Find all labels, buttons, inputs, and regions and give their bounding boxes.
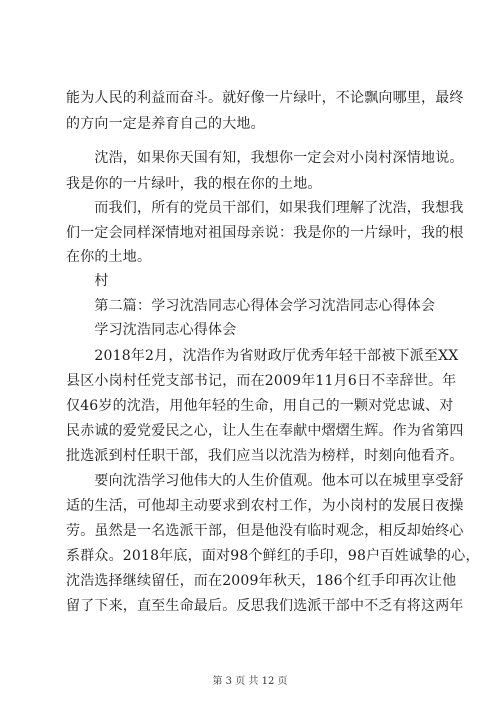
text-line: 村	[66, 273, 109, 289]
text-line: 批选派到村任职干部，我们应当以沈浩为榜样，时刻向他看齐。	[66, 448, 464, 464]
text-line: 们一定会同样深情地对祖国母亲说：我是你的一片绿叶，我的根	[66, 225, 464, 241]
text-line: 适的生活，可他却主动要求到农村工作，为小岗村的发展日夜操	[66, 498, 464, 514]
text-line: 留了下来，直至生命最后。反思我们选派干部中不乏有将这两年	[66, 598, 464, 614]
text-line: 要向沈浩学习他伟大的人生价值观。他本可以在城里享受舒	[66, 473, 464, 489]
text-line: 的方向一定是养育自己的大地。	[66, 116, 265, 132]
text-line: 民赤诚的爱党爱民之心，让人生在奉献中熠熠生辉。作为省第四	[66, 423, 464, 439]
text-line: 在你的土地。	[66, 249, 152, 265]
text-line: 沈浩选择继续留任，而在2009年秋天，186个红手印再次让他	[66, 573, 457, 589]
text-line: 2018年2月，沈浩作为省财政厅优秀年轻干部被下派至XX	[66, 348, 459, 364]
text-line: 我是你的一片绿叶，我的根在你的土地。	[66, 176, 322, 192]
section-subheading: 学习沈浩同志心得体会	[66, 322, 237, 338]
text-line: 能为人民的利益而奋斗。就好像一片绿叶，不论飘向哪里，最终	[66, 90, 464, 106]
text-line: 劳。虽然是一名选派干部，但是他没有临时观念，相反却始终心	[66, 523, 464, 539]
text-line: 而我们，所有的党员干部们，如果我们理解了沈浩，我想我	[66, 200, 464, 216]
text-line: 仅46岁的沈浩，用他年轻的生命，用自己的一颗对党忠诚、对	[66, 398, 454, 414]
page-number-footer: 第 3 页 共 12 页	[212, 676, 288, 687]
text-line: 沈浩，如果你天国有知，我想你一定会对小岗村深情地说。	[66, 150, 464, 166]
section-heading: 第二篇：学习沈浩同志心得体会学习沈浩同志心得体会	[66, 298, 436, 314]
text-line: 系群众。2018年底，面对98个鲜红的手印，98户百姓诚挚的心，	[66, 548, 480, 564]
text-line: 县区小岗村任党支部书记，而在2009年11月6日不幸辞世。年	[66, 373, 457, 389]
